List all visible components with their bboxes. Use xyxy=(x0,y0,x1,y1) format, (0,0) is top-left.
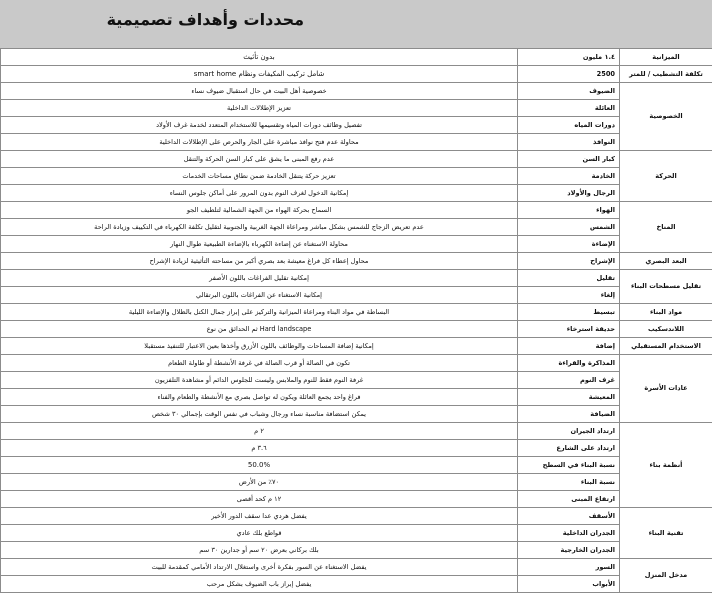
table-row xyxy=(1,66,712,83)
subcategory-cell: غرف النوم xyxy=(518,372,620,389)
table-row xyxy=(1,117,712,134)
value-cell: محاولة الاستغناء عن إضاءة الكهرباء بالإضاءة الطبيعية طوال النهار xyxy=(1,236,518,253)
subcategory-cell: إلغاء xyxy=(518,287,620,304)
table-row xyxy=(1,423,712,440)
value-cell: 50.0% xyxy=(1,457,518,474)
table-row xyxy=(1,287,712,304)
value-cell: قواطع بلك عادي xyxy=(1,525,518,542)
title-bar xyxy=(0,0,712,48)
value-cell: بدون تأثيث xyxy=(1,49,518,66)
subcategory-cell: النوافذ xyxy=(518,134,620,151)
table-row xyxy=(1,457,712,474)
subcategory-cell: الضيوف xyxy=(518,83,620,100)
value-cell: تعزيز الإطلالات الداخلية xyxy=(1,100,518,117)
subcategory-cell: ارتداد الجيران xyxy=(518,423,620,440)
category-cell: الخصوصية xyxy=(620,83,712,151)
table-body xyxy=(1,49,712,593)
table-row xyxy=(1,304,712,321)
category-cell: المناخ xyxy=(620,202,712,253)
subcategory-cell: الجدران الداخلية xyxy=(518,525,620,542)
value-cell: شامل تركيب المكيفات ونظام smart home xyxy=(1,66,518,83)
table-row xyxy=(1,202,712,219)
category-cell: اللاندسكيب xyxy=(620,321,712,338)
value-cell: يفضل إبراز باب الضيوف بشكل مرحب xyxy=(1,576,518,593)
table-row xyxy=(1,508,712,525)
table-row xyxy=(1,389,712,406)
subcategory-cell: حديقة استرخاء xyxy=(518,321,620,338)
value-cell: تفصيل وظائف دورات المياه وتقسيمها للاستخدام المتعدد لخدمة غرف الأولاد xyxy=(1,117,518,134)
category-cell: تقنية البناء xyxy=(620,508,712,559)
category-cell: مدخل المنزل xyxy=(620,559,712,593)
value-cell: يفضل الاستغناء عن السور بفكرة أخرى واستغلال الارتداد الأمامي كمقدمة للبيت xyxy=(1,559,518,576)
table-row xyxy=(1,525,712,542)
table-row xyxy=(1,168,712,185)
subcategory-cell: ارتداد على الشارع xyxy=(518,440,620,457)
value-cell: محاول إعطاء كل فراغ معيشة بعد بصري أكبر من مساحته التأثيثية لزيادة الإشراح xyxy=(1,253,518,270)
table-row xyxy=(1,49,712,66)
subcategory-cell: الأسقف xyxy=(518,508,620,525)
table-row xyxy=(1,83,712,100)
value-cell: خصوصية أهل البيت في حال استقبال ضيوف نساء xyxy=(1,83,518,100)
subcategory-cell: الجدران الخارجية xyxy=(518,542,620,559)
table-row xyxy=(1,253,712,270)
subcategory-cell: نسبة البناء في السطح xyxy=(518,457,620,474)
category-cell: تقليل مسطحات البناء xyxy=(620,270,712,304)
value-cell: إمكانية تقليل الفراغات باللون الأصفر xyxy=(1,270,518,287)
value-cell: ٣.٦ م xyxy=(1,440,518,457)
subcategory-cell: الشمس xyxy=(518,219,620,236)
table-row xyxy=(1,542,712,559)
subcategory-cell: المذاكرة والقراءة xyxy=(518,355,620,372)
value-cell: ٧٠٪ من الأرض xyxy=(1,474,518,491)
table-row xyxy=(1,219,712,236)
table-row xyxy=(1,270,712,287)
category-cell: البعد البصري xyxy=(620,253,712,270)
table-row xyxy=(1,491,712,508)
category-cell: تكلفة التشطيب / للمتر xyxy=(620,66,712,83)
subcategory-cell: الإضاءة xyxy=(518,236,620,253)
value-cell: Hard landscape ثم الحدائق من نوع xyxy=(1,321,518,338)
value-cell: ٢ م xyxy=(1,423,518,440)
value-cell: يفضل هردي عدا سقف الدور الأخير xyxy=(1,508,518,525)
subcategory-cell: ارتفاع المبنى xyxy=(518,491,620,508)
table-row xyxy=(1,321,712,338)
value-cell: إمكانية الاستغناء عن الفراغات باللون البرتقالي xyxy=(1,287,518,304)
table-row xyxy=(1,372,712,389)
value-cell: تعزيز حركة يتنقل الخادمة ضمن نطاق مساحات الخدمات xyxy=(1,168,518,185)
subcategory-cell: كبار السن xyxy=(518,151,620,168)
subcategory-cell: العائلة xyxy=(518,100,620,117)
subcategory-cell: ١.٤ مليون xyxy=(518,49,620,66)
design-constraints-table xyxy=(0,48,712,593)
value-cell: السماح بحركة الهواء من الجهة الشمالية لتلطيف الجو xyxy=(1,202,518,219)
subcategory-cell: الإشراح xyxy=(518,253,620,270)
table-row xyxy=(1,100,712,117)
subcategory-cell: السور xyxy=(518,559,620,576)
value-cell: تكون في الصالة أو قرب الصالة في غرفة الأنشطة أو طاولة الطعام xyxy=(1,355,518,372)
value-cell: فراغ واحد يجمع العائلة ويكون له تواصل بصري مع الأنشطة والطعام والفناء xyxy=(1,389,518,406)
subcategory-cell: الهواء xyxy=(518,202,620,219)
subcategory-cell: الأبواب xyxy=(518,576,620,593)
value-cell: عدم تعريض الزجاج للشمس بشكل مباشر ومراعاة الجهة الغربية والجنوبية لتقليل تكلفة الكهرباء في التكييف وزيادة الراحة xyxy=(1,219,518,236)
subcategory-cell: تبسيط xyxy=(518,304,620,321)
value-cell: بلك بركاني بعرض ٢٠ سم أو جدارين ٣٠ سم xyxy=(1,542,518,559)
table-row xyxy=(1,236,712,253)
page-title: محددات وأهداف تصميمية xyxy=(107,10,304,29)
table-row xyxy=(1,576,712,593)
table-row xyxy=(1,406,712,423)
value-cell: يمكن استضافة مناسبة نساء ورجال وشباب في نفس الوقت بإجمالي ٣٠ شخص xyxy=(1,406,518,423)
category-cell: أنظمة بناء xyxy=(620,423,712,508)
category-cell: عادات الأسرة xyxy=(620,355,712,423)
subcategory-cell: نسبة البناء xyxy=(518,474,620,491)
table-row xyxy=(1,338,712,355)
table-row xyxy=(1,134,712,151)
table-row xyxy=(1,559,712,576)
subcategory-cell: 2500 xyxy=(518,66,620,83)
value-cell: البساطة في مواد البناء ومراعاة الميزانية والتركيز على إبراز جمال الكتل بالظلال والإضاءة الليلية xyxy=(1,304,518,321)
subcategory-cell: المعيشة xyxy=(518,389,620,406)
category-cell: الاستخدام المستقبلي xyxy=(620,338,712,355)
value-cell: ١٢ م كحد أقصى xyxy=(1,491,518,508)
subcategory-cell: إضافة xyxy=(518,338,620,355)
category-cell: الحركة xyxy=(620,151,712,202)
subcategory-cell: تقليل xyxy=(518,270,620,287)
value-cell: عدم رفع المبنى ما يشق على كبار السن الحركة والتنقل xyxy=(1,151,518,168)
category-cell: مواد البناء xyxy=(620,304,712,321)
value-cell: إمكانية الدخول لغرف النوم بدون المرور على أماكن جلوس النساء xyxy=(1,185,518,202)
subcategory-cell: دورات المياه xyxy=(518,117,620,134)
subcategory-cell: الضيافة xyxy=(518,406,620,423)
table-row xyxy=(1,355,712,372)
table-row xyxy=(1,151,712,168)
table-row xyxy=(1,474,712,491)
table-row xyxy=(1,440,712,457)
value-cell: غرفة النوم فقط للنوم والملابس وليست للجلوس الدائم أو مشاهدة التلفزيون xyxy=(1,372,518,389)
subcategory-cell: الرجال والأولاد xyxy=(518,185,620,202)
category-cell: الميزانية xyxy=(620,49,712,66)
subcategory-cell: الخادمة xyxy=(518,168,620,185)
value-cell: محاولة عدم فتح نوافذ مباشرة على الجار والحرص على الإطلالات الداخلية xyxy=(1,134,518,151)
value-cell: إمكانية إضافة المساحات والوظائف باللون الأزرق وأخذها بعين الاعتبار للتنفيذ مستقبلا xyxy=(1,338,518,355)
table-row xyxy=(1,185,712,202)
